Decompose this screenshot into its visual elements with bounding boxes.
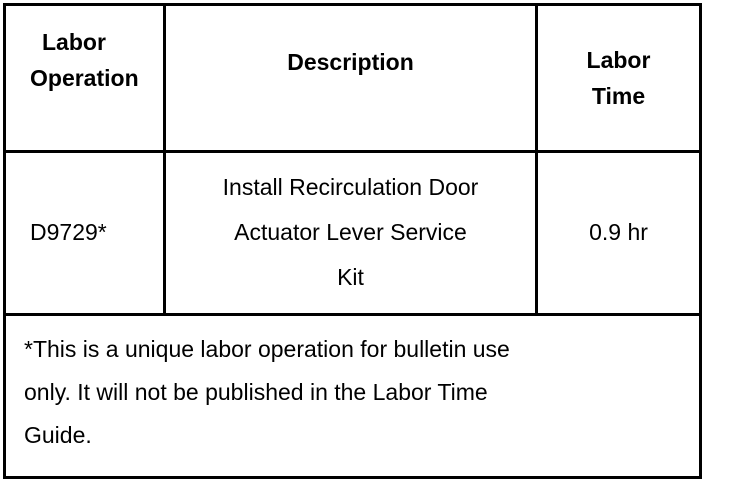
header-labor-operation-line2: Operation	[30, 64, 139, 91]
header-labor-operation	[5, 5, 165, 152]
footnote-line: only. It will not be published in the Labor Time	[24, 379, 488, 406]
header-labor-time-line1: Labor	[586, 46, 651, 73]
labor-operation-code: D9729*	[5, 151, 165, 314]
header-labor-time-line2: Time	[591, 82, 646, 109]
footnote-line: *This is a unique labor operation for bulletin use	[24, 336, 510, 363]
labor-description-line: Kit	[337, 264, 364, 291]
header-labor-operation-line1: Labor	[42, 28, 106, 55]
header-description: Description	[165, 5, 537, 152]
labor-operation-table	[3, 3, 702, 479]
footnote-line: Guide.	[24, 422, 92, 449]
table-row	[5, 151, 701, 314]
labor-description-line: Install Recirculation Door	[222, 174, 479, 201]
table-header-row	[5, 5, 701, 152]
labor-description-line: Actuator Lever Service	[234, 219, 467, 246]
footnote	[5, 314, 701, 477]
labor-description	[165, 151, 537, 314]
labor-time-value: 0.9 hr	[537, 151, 701, 314]
footnote-row	[5, 314, 701, 477]
header-labor-time	[537, 5, 701, 152]
